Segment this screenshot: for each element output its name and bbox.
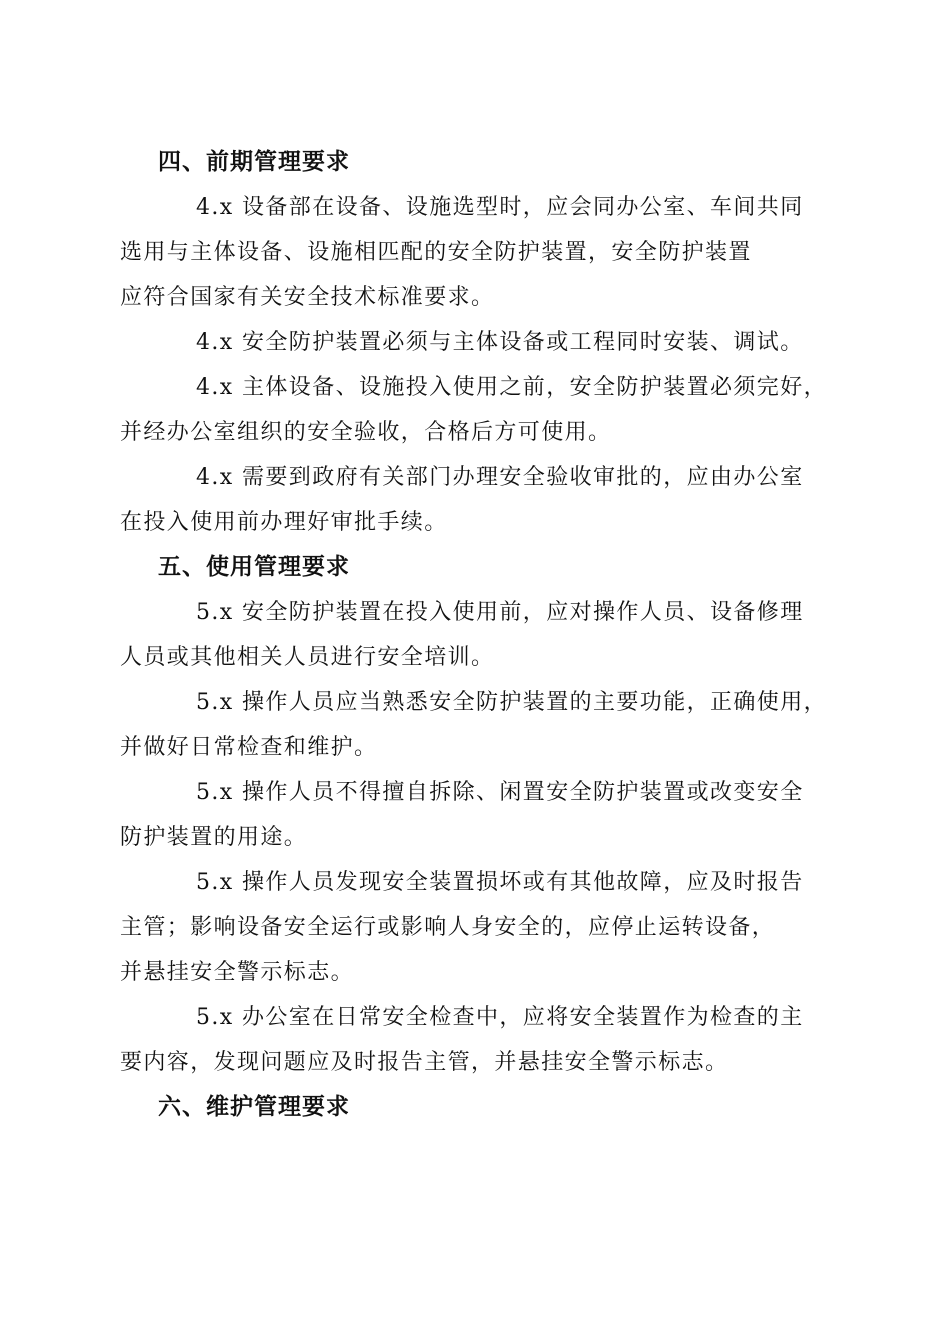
section-heading: 六、维护管理要求 — [158, 1094, 350, 1120]
text-line: 5.x 操作人员应当熟悉安全防护装置的主要功能，正确使用， — [196, 690, 827, 715]
section-heading: 五、使用管理要求 — [158, 554, 350, 580]
paragraph — [120, 455, 832, 545]
text-line: 5.x 办公室在日常安全检查中，应将安全装置作为检查的主 — [196, 1005, 804, 1030]
document-page — [120, 140, 832, 1130]
paragraph — [120, 680, 832, 770]
section-heading: 四、前期管理要求 — [158, 149, 350, 175]
text-line: 5.x 操作人员发现安全装置损坏或有其他故障，应及时报告 — [196, 870, 804, 895]
text-line: 并做好日常检查和维护。 — [120, 735, 378, 760]
section-6 — [120, 1085, 832, 1130]
text-line: 人员或其他相关人员进行安全培训。 — [120, 645, 495, 670]
paragraph — [120, 860, 832, 995]
paragraph — [120, 590, 832, 680]
text-line: 4.x 设备部在设备、设施选型时，应会同办公室、车间共同 — [196, 195, 804, 220]
section-4 — [120, 140, 832, 545]
text-line: 4.x 主体设备、设施投入使用之前，安全防护装置必须完好， — [196, 375, 827, 400]
text-line: 5.x 安全防护装置在投入使用前，应对操作人员、设备修理 — [196, 600, 804, 625]
text-line: 4.x 安全防护装置必须与主体设备或工程同时安装、调试。 — [196, 330, 804, 355]
paragraph — [120, 995, 832, 1085]
paragraph — [120, 320, 832, 365]
text-line: 在投入使用前办理好审批手续。 — [120, 510, 448, 535]
section-5 — [120, 545, 832, 1085]
text-line: 并经办公室组织的安全验收，合格后方可使用。 — [120, 420, 612, 445]
text-line: 防护装置的用途。 — [120, 825, 308, 850]
text-line: 4.x 需要到政府有关部门办理安全验收审批的，应由办公室 — [196, 465, 804, 490]
text-line: 并悬挂安全警示标志。 — [120, 960, 355, 985]
text-line: 应符合国家有关安全技术标准要求。 — [120, 285, 495, 310]
text-line: 5.x 操作人员不得擅自拆除、闲置安全防护装置或改变安全 — [196, 780, 804, 805]
text-line: 主管；影响设备安全运行或影响人身安全的，应停止运转设备， — [120, 915, 776, 940]
text-line: 要内容，发现问题应及时报告主管，并悬挂安全警示标志。 — [120, 1050, 729, 1075]
paragraph — [120, 365, 832, 455]
paragraph — [120, 770, 832, 860]
paragraph — [120, 185, 832, 320]
text-line: 选用与主体设备、设施相匹配的安全防护装置，安全防护装置 — [120, 240, 752, 265]
